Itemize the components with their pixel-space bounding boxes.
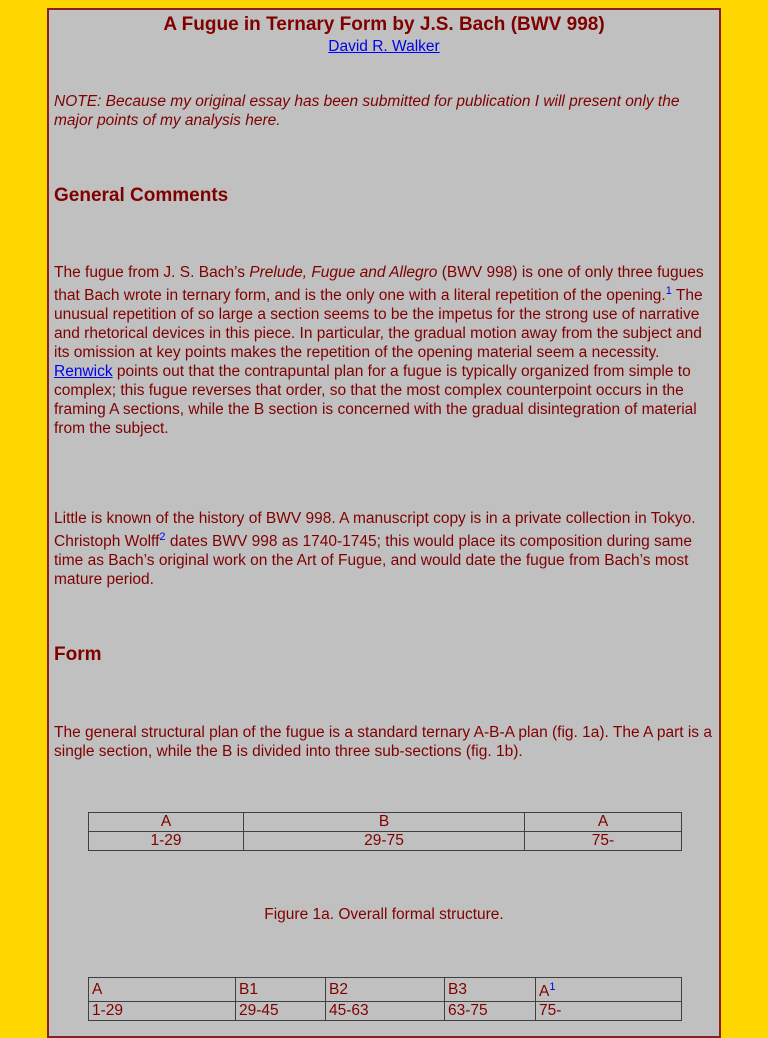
renwick-link[interactable]: Renwick [54,363,113,380]
figure-1a-caption: Figure 1a. Overall formal structure. [264,906,504,923]
table-header-row [89,813,682,832]
table-cell: A [525,813,682,832]
table-cell: 75- [536,1002,682,1021]
table-cell: 29-45 [236,1002,326,1021]
page-title: A Fugue in Ternary Form by J.S. Bach (BWV 998) [163,14,605,35]
author-link[interactable]: David R. Walker [328,38,440,55]
table-cell: 1-29 [89,1002,236,1021]
footnote-link-table[interactable]: 1 [549,981,556,993]
footnote-link-1[interactable]: 1 [665,285,672,297]
section-structure-table [88,977,682,1021]
table-cell: A [89,813,244,832]
paragraph-form-1: The general structural plan of the fugue is a standard ternary A-B-A plan (fig. 1a). The A part is a single section, while the B is divided into three sub-sections (fig. 1b). [54,724,712,760]
overall-structure-table [88,812,682,851]
general-comments-heading: General Comments [54,185,229,206]
form-heading: Form [54,644,102,665]
table-cell: 75- [525,832,682,851]
table-cell: A [89,978,236,1002]
table-cell: B3 [445,978,536,1002]
table-row [89,832,682,851]
table-cell: B2 [326,978,445,1002]
table-cell: 63-75 [445,1002,536,1021]
table-cell: 45-63 [326,1002,445,1021]
table-cell: 1-29 [89,832,244,851]
table-cell: 29-75 [244,832,525,851]
publication-note: NOTE: Because my original essay has been submitted for publication I will present only the major points of my analysis here. [54,93,680,129]
paragraph-general-2: Little is known of the history of BWV 998. A manuscript copy is in a private collection in Tokyo. Christoph Wolff$^2$ dates BWV 998 as 1740-1745; this would place its composition during same time as Bach’s original work on the Art of Fugue, and would date the fugue from Bach’s most mature period. [54,510,696,588]
table-cell: A$^1$ [536,978,682,1002]
table-cell: B1 [236,978,326,1002]
table-header-row [89,978,682,1002]
paragraph-general-1: The fugue from J. S. Bach’s Prelude, Fugue and Allegro (BWV 998) is one of only three fugues that Bach wrote in ternary form, and is the only one with a literal repetition of the opening.$^1$ The unusual repetition of so large a section seems to be the impetus for the strong use of narrative and rhetorical devices in this piece. In particular, the gradual motion away from the subject and its omission at key points makes the repetition of the opening material seem a necessity. Renwick points out that the contrapuntal plan for a fugue is typically organized from simple to complex; this fugue reverses that order, so that the most complex counterpoint occurs in the framing A sections, while the B section is concerned with the gradual disintegration of material from the subject. [54,264,704,437]
footnote-link-2[interactable]: 2 [159,531,166,543]
table-cell: B [244,813,525,832]
table-row [89,1002,682,1021]
author-line [49,38,719,56]
document-page [47,8,721,1038]
